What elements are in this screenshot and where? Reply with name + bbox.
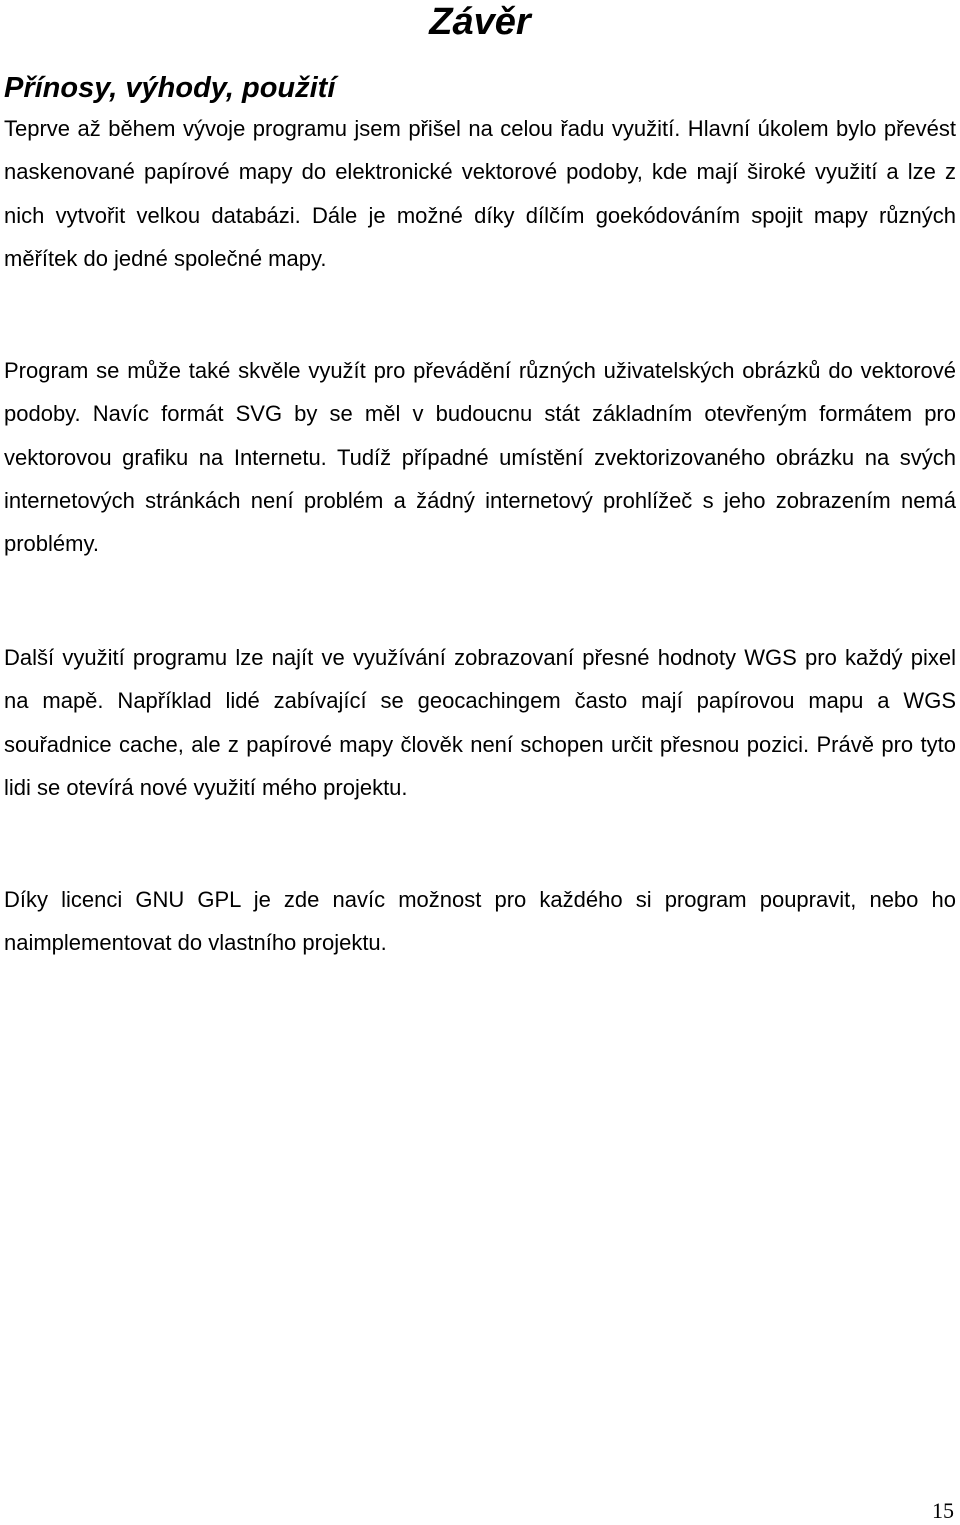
page-title: Závěr [429,1,531,43]
section-heading: Přínosy, výhody, použití [4,72,336,104]
paragraph-license: Díky licenci GNU GPL je zde navíc možnost pro každého si program poupravit, nebo ho naimplementovat do vlastního projektu. [4,887,956,956]
page-number: 15 [932,1498,954,1523]
paragraph-uses-intro: Teprve až během vývoje programu jsem přišel na celou řadu využití. Hlavní úkolem bylo převést naskenované papírové mapy do elektronické vektorové podoby, kde mají široké využití a lze z nich vytvořit velkou databázi. Dále je možné díky dílčím goekódováním spojit mapy různých měřítek do jedné společné mapy. [4,116,956,271]
paragraph-vectorization: Program se může také skvěle využít pro převádění různých uživatelských obrázků do vektorové podoby. Navíc formát SVG by se měl v budoucnu stát základním otevřeným formátem pro vektorovou grafiku na Internetu. Tudíž případné umístění zvektorizovaného obrázku na svých internetových stránkách není problém a žádný internetový prohlížeč s jeho zobrazením nemá problémy. [4,358,956,557]
paragraph-wgs: Další využití programu lze najít ve využívání zobrazovaní přesné hodnoty WGS pro každý pixel na mapě. Například lidé zabívající se geocachingem často mají papírovou mapu a WGS souřadnice cache, ale z papírové mapy člověk není schopen určit přesnou pozici. Právě pro tyto lidi se otevírá nové využití mého projektu. [4,645,956,800]
